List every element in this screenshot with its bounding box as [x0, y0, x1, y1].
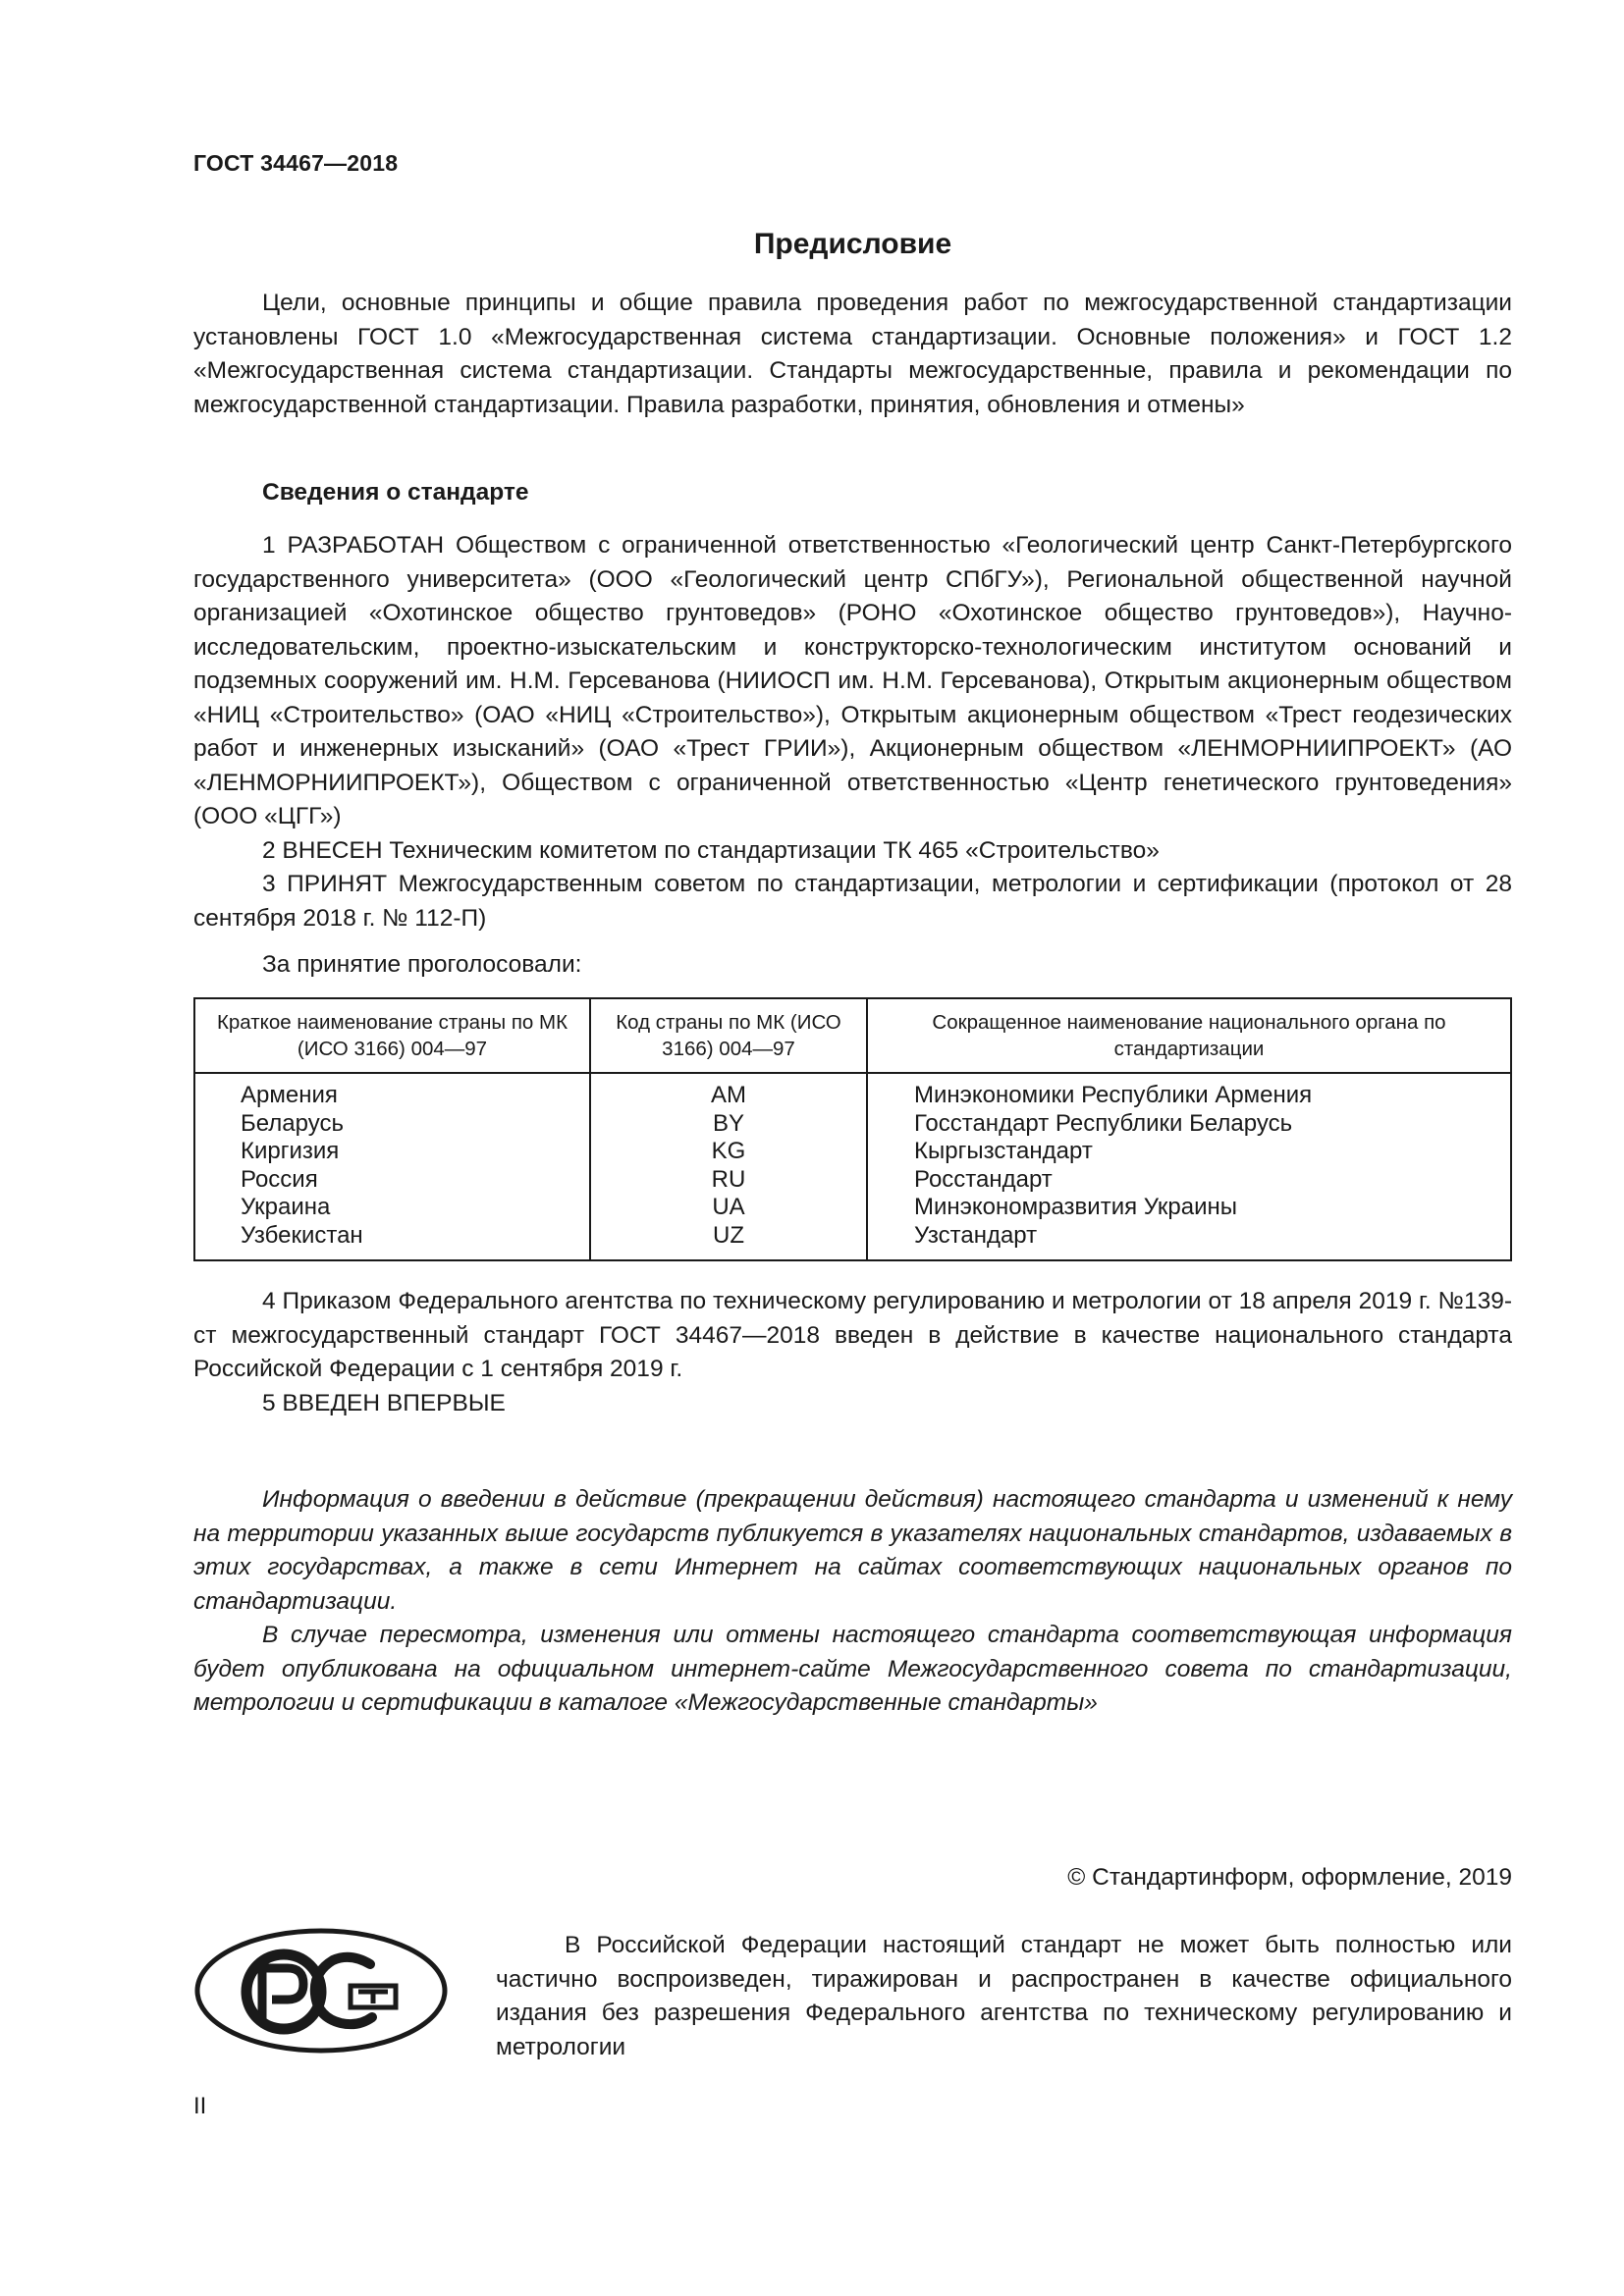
country-name: Россия	[241, 1165, 318, 1193]
page-title: Предисловие	[753, 228, 952, 260]
table-spacer-row	[194, 1073, 1511, 1082]
info-item-enacted: 4 Приказом Федерального агентства по техническому регулированию и метрологии от 18 апреля 2019 г. №139-ст межгосударственный стандарт ГОСТ 34467—2018 введен в действие в качестве национального стандарта Российской Федерации с 1 сентября 2019 г.	[193, 1288, 1512, 1382]
country-name: Киргизия	[241, 1138, 340, 1164]
voted-block	[193, 948, 1512, 983]
standards-body: Минэкономики Республики Армения	[867, 1082, 1511, 1110]
voted-label: За принятие проголосовали:	[262, 951, 582, 978]
country-code: BY	[590, 1110, 867, 1139]
standard-info-items	[193, 529, 1512, 935]
table-row	[194, 1110, 1511, 1139]
info-item-submitted: 2 ВНЕСЕН Техническим комитетом по стандартизации ТК 465 «Строительство»	[262, 836, 1160, 864]
table-row	[194, 1082, 1511, 1110]
standards-body: Госстандарт Республики Беларусь	[867, 1110, 1511, 1139]
country-name: Беларусь	[241, 1109, 344, 1137]
table-row	[194, 1138, 1511, 1166]
info-item-adopted: 3 ПРИНЯТ Межгосударственным советом по стандартизации, метрологии и сертификации (протокол от 28 сентября 2018 г. № 112-П)	[193, 871, 1512, 932]
country-name: Узбекистан	[241, 1221, 363, 1249]
standards-body: Минэкономразвития Украины	[867, 1194, 1511, 1222]
country-code: AM	[590, 1082, 867, 1110]
preface-paragraph: Цели, основные принципы и общие правила проведения работ по межгосударственной стандартизации установлены ГОСТ 1.0 «Межгосударственная система стандартизации. Основные положения» и ГОСТ 1.2 «Межгосударственная система стандартизации. Стандарты межгосударственные, правила и рекомендации по межгосударственной стандартизации. Правила разработки, принятия, обновления и отмены»	[193, 290, 1512, 418]
country-code: UZ	[590, 1222, 867, 1261]
copyright-notice: © Стандартинформ, оформление, 2019	[1067, 1864, 1512, 1891]
standards-body: Росстандарт	[867, 1166, 1511, 1195]
table-header-body: Сокращенное наименование национального органа по стандартизации	[867, 998, 1511, 1073]
table-header-code: Код страны по МК (ИСО 3166) 004—97	[590, 998, 867, 1073]
info-note-revision: В случае пересмотра, изменения или отмены настоящего стандарта соответствующая информация будет опубликована на официальном интернет-сайте Межгосударственного совета по стандартизации, метрологии и сертификации в каталоге «Межгосударственные стандарты»	[193, 1622, 1512, 1716]
standard-code: ГОСТ 34467—2018	[193, 150, 399, 176]
standards-body: Кыргызстандарт	[867, 1138, 1511, 1166]
country-code: UA	[590, 1194, 867, 1222]
enactment-block	[193, 1285, 1512, 1420]
country-code: KG	[590, 1138, 867, 1166]
info-item-developed: 1 РАЗРАБОТАН Обществом с ограниченной ответственностью «Геологический центр Санкт-Петербургского государственного университета» (ООО «Геологический центр СПбГУ»), Региональной общественной научной организацией «Охотинское общество грунтоведов» (РОНО «Охотинское общество грунтоведов»), Научно-исследовательским, проектно-изыскательским и конструкторско-технологическим институтом оснований и подземных сооружений им. Н.М. Герсеванова (НИИОСП им. Н.М. Герсеванова), Открытым акционерным обществом «НИЦ «Строительство» (ОАО «НИЦ «Строительство»), Открытым акционерным обществом «Трест геодезических работ и инженерных изысканий» (ОАО «Трест ГРИИ»), Акционерным обществом «ЛЕНМОРНИИПРОЕКТ» (АО «ЛЕНМОРНИИПРОЕКТ»), Обществом с ограниченной ответственностью «Центр генетического грунтоведения» (ООО «ЦГГ»)	[193, 532, 1512, 829]
country-code: RU	[590, 1166, 867, 1195]
info-note-publication: Информация о введении в действие (прекращении действия) настоящего стандарта и изменений к нему на территории указанных выше государств публикуется в указателях национальных стандартов, издаваемых в этих государствах, а также в сети Интернет на сайтах соответствующих национальных органов по стандартизации.	[193, 1486, 1512, 1615]
info-item-first-introduced: 5 ВВЕДЕН ВПЕРВЫЕ	[262, 1389, 506, 1416]
info-notes-block	[193, 1483, 1512, 1721]
table-row	[194, 1166, 1511, 1195]
voting-countries-table	[193, 997, 1512, 1261]
table-row	[194, 1194, 1511, 1222]
table-header-country: Краткое наименование страны по МК (ИСО 3166) 004—97	[194, 998, 590, 1073]
standards-body: Узстандарт	[867, 1222, 1511, 1261]
standard-info-heading: Сведения о стандарте	[262, 479, 529, 506]
country-name: Армения	[241, 1082, 338, 1108]
preface-block	[193, 287, 1512, 422]
page-number: II	[193, 2093, 207, 2119]
reproduction-rights-notice: В Российской Федерации настоящий стандарт не может быть полностью или частично воспроизведен, тиражирован и распространен в качестве официального издания без разрешения Федерального агентства по техническому регулированию и метрологии	[496, 1932, 1512, 2060]
rst-logo-icon	[193, 1927, 449, 2055]
country-name: Украина	[241, 1194, 331, 1220]
standard-info-block	[193, 476, 1512, 510]
table-header-row	[194, 998, 1511, 1073]
table-row	[194, 1222, 1511, 1261]
